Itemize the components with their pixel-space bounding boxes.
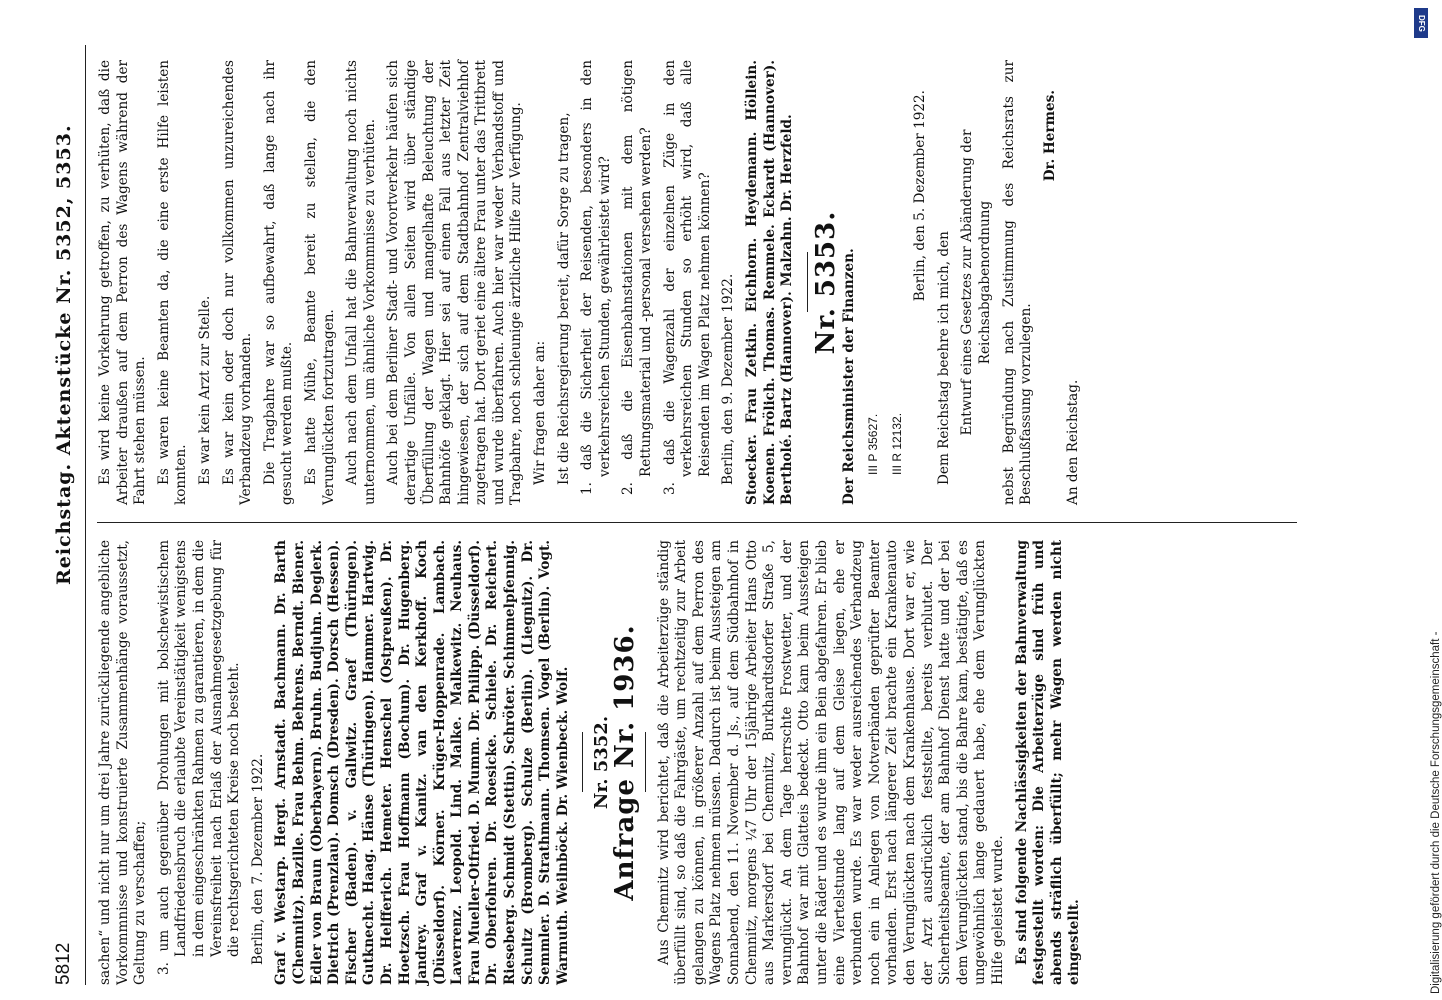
- document-number: Nr. 5352.: [591, 715, 613, 810]
- signature: Dr. Hermes.: [1041, 90, 1058, 182]
- paragraph: Es wird keine Vorkehrung getroffen, zu verhüten, daß die Arbeiter draußen auf dem Perron des Wagens während der Fahrt stehen müssen.: [97, 60, 149, 505]
- addressee: An den Reichstag.: [1065, 379, 1082, 505]
- paragraph: Es war kein Arzt zur Stelle.: [196, 295, 213, 485]
- letter-text-2: nebst Begründung nach Zustimmung des Reichsrats zur Beschlußfassung vorzulegen.: [1000, 60, 1035, 505]
- paragraph: Es war kein oder doch nur vollkommen unzureichendes Verbandzeug vorhanden.: [220, 60, 255, 505]
- inquiry-title: Anfrage Nr. 1936.: [610, 624, 641, 901]
- signing-date: Berlin, den 9. Dezember 1922.: [720, 273, 737, 485]
- reference-2: III R 12132.: [889, 412, 904, 475]
- scanned-page: [45, 45, 1315, 985]
- letter-date: Berlin, den 5. Dezember 1922.: [912, 90, 929, 302]
- header-rule: [85, 45, 86, 985]
- left-column: [97, 540, 1090, 985]
- question-3: 3. daß die Wagenzahl der einzelnen Züge in den verkehrsreichen Stunden so erhöht wird, daß alle Reisenden im Wagen Platz nehmen können?: [661, 60, 713, 495]
- question-1: 1. daß die Sicherheit der Reisenden, besonders in den verkehrsreichen Stunden, gewährleistet wird?: [579, 60, 613, 495]
- question-intro: Ist die Reichsregierung bereit, dafür Sorge zu tragen,: [555, 112, 572, 485]
- right-column: [97, 60, 1089, 505]
- question-2: 2. daß die Eisenbahnstationen mit dem nötigen Rettungsmaterial und -personal versehen werden?: [620, 60, 655, 495]
- question-heading: Wir fragen daher an:: [532, 340, 549, 485]
- paragraph: Auch nach dem Unfall hat die Bahnverwaltung noch nichts unternommen, um ähnliche Vorkommnisse zu verhüten.: [344, 60, 378, 505]
- page-number: 5812: [53, 942, 74, 985]
- dfg-credit: Digitalisierung gefördert durch die Deutsche Forschungsgemeinschaft -: [1430, 631, 1442, 994]
- running-title: Reichstag. Aktenstücke Nr. 5352, 5353.: [53, 124, 75, 585]
- divider: [645, 733, 646, 793]
- inquiry-body-2: Es sind folgende Nachlässigkeiten der Bahnverwaltung festgestellt worden: Die Arbeiterzüge sind früh und abends sträflich überfüllt; mehr Wagen werden nicht eingestellt.: [1013, 540, 1083, 985]
- bill-title: Entwurf eines Gesetzes zur Abänderung der Reichsabgabenordnung: [959, 129, 993, 436]
- divider: [582, 733, 583, 793]
- signing-date: Berlin, den 7. Dezember 1922.: [249, 753, 266, 965]
- reference-1: III P 35627.: [865, 413, 880, 475]
- inquiry-body: Aus Chemnitz wird berichtet, daß die Arbeiterzüge ständig überfüllt sind, so daß die Fahrgäste, um rechtzeitig zur Arbeit gelangen zu können, in größerer Anzahl auf dem Perron des Wagens Platz nehmen müssen. Dadurch ist beim Aussteigen am Sonnabend, den 11. November d. Js., auf dem Südbahnhof in Chemnitz, morgens ¼7 Uhr der 15jährige Arbeiter Hans Otto aus Markersdorf bei Chemnitz, Burkhardtsdorfer Straße 5, verunglückt. An dem Tage herrschte Frostwetter, und der Bahnhof war mit Glatteis bedeckt. Otto kam beim Aussteigen unter die Räder und es wurde ihm ein Bein abgefahren. Er blieb eine Viertelstunde lang auf dem Gleise liegen, ehe er verbunden wurde. Es war weder ausreichendes Verbandzeug noch ein in Anlegen von Notverbänden geprüfter Beamter vorhanden. Erst nach längerer Zeit brachte ein Krankenauto den Verunglückten nach dem Krankenhause. Dort war er, wie der Arzt ausdrücklich feststellte, bereits verblutet. Der Sicherheitsbeamte, der am Bahnhof Dienst hatte und der bei dem Verunglückten stand, bis die Bahre kam, bestätigte, daß es ungewöhnlich lange gedauert habe, ehe dem Verunglückten Hilfe geleistet wurde.: [655, 540, 1006, 985]
- list-item-3: 3. um auch gegenüber Drohungen mit bolschewistischem Landfriedensbruch die erlaubte Vereinstätigkeit wenigstens in dem eingeschränkten Rahmen zu garantieren, in dem die Vereinsfreiheit nach Erlaß der Ausnahmegesetzgebung für die rechtsgerichteten Kreise noch besteht.: [155, 540, 243, 975]
- page-header: [45, 45, 85, 985]
- document-number: Nr. 5353.: [810, 210, 841, 355]
- column-separator: [97, 522, 1297, 523]
- signatories: Stoecker. Frau Zetkin. Eichhorn. Heydemann. Höllein. Koenen. Frölich. Thomas. Remmele. Eckardt (Hannover). Bertholé. Bartz (Hannover). Malzahn. Dr. Herzfeld.: [744, 60, 796, 505]
- signatories: Graf v. Westarp. Hergt. Arnstadt. Bachmann. Dr. Barth (Chemnitz). Bazille. Frau Behm. Behrens. Berndt. Biener. Edler von Braun (Oberbayern). Bruhn. Budjuhn. Deglerk. Dietrich (Prenzlau). Domsch (Dresden). Dorsch (Hessen). Fischer (Baden). v. Gallwitz. Graef (Thüringen). Gutknecht. Haag. Hänse (Thüringen). Hammer. Hartwig. Dr. Helfferich. Hemeter. Henschel (Ostpreußen). Dr. Hoetzsch. Frau Hoffmann (Bochum). Dr. Hugenberg. Jandrey. Graf v. Kanitz. van den Kerkhoff. Koch (Düsseldorf). Körner. Krüger-Hoppenrade. Lambach. Laverrenz. Leopold. Lind. Malke. Malkewitz. Neuhaus. Frau Mueller-Otfried. D. Mumm. Dr. Philipp. (Düsseldorf). Dr. Oberfohren. Dr. Roesicke. Schiele. Dr. Reichert. Rieseberg. Schmidt (Stettin). Schröter. Schimmelpfennig. Schultz (Bromberg). Schulze (Berlin). (Liegnitz). Dr. Semmler. D. Strathmann. Thomsen. Vogel (Berlin). Vogt. Warmuth. Weilnböck. Dr. Wienbeck. Wolf.: [273, 540, 571, 985]
- ministry: Der Reichsminister der Finanzen.: [841, 248, 858, 505]
- paragraph: Es waren keine Beamten da, die eine erste Hilfe leisten konnten.: [155, 60, 190, 505]
- divider: [807, 253, 808, 313]
- paragraph: Es hatte Mühe, Beamte bereit zu stellen, die den Verunglückten fortzutragen.: [302, 60, 337, 505]
- paragraph: Die Tragbahre war so aufbewahrt, daß lange nach ihr gesucht werden mußte.: [261, 60, 296, 505]
- continued-text: sachen“ und nicht nur um drei Jahre zurückliegende angebliche Vorkommnisse und konstruierte Zusammenhänge voraussetzt, Geltung zu verschaffen;: [97, 540, 149, 985]
- dfg-logo: DFG: [1414, 8, 1428, 38]
- letter-text: Dem Reichstag beehre ich mich, den: [935, 231, 952, 485]
- paragraph: Auch bei dem Berliner Stadt- und Vorortverkehr häufen sich derartige Unfälle. Von allen Seiten wird über ständige Überfüllung der Wagen und mangelhafte Beleuchtung der Bahnhöfe geklagt. Hier sei auf einen Fall aus letzter Zeit hingewiesen, der sich auf dem Stadtbahnhof Zentralviehhof zugetragen hat. Dort geriet eine ältere Frau unter das Trittbrett und wurde überfahren. Auch hier war weder Verbandstoff und Tragbahre, noch schleunige ärztliche Hilfe zur Verfügung.: [385, 60, 525, 505]
- dfg-sidebar: [1412, 4, 1442, 994]
